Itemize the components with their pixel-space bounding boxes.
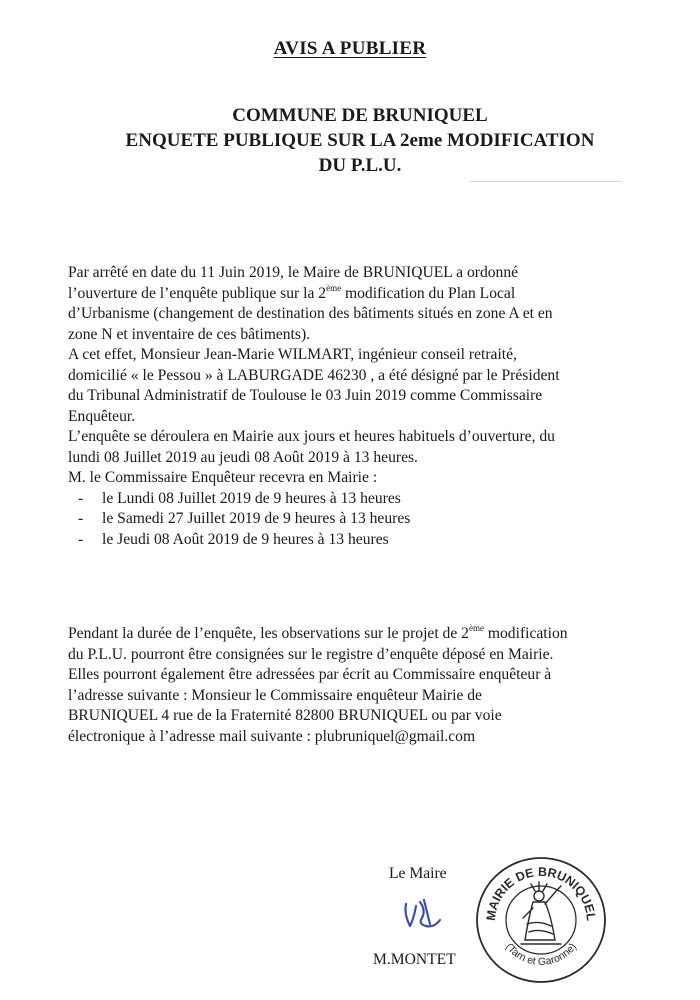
text-line: du Tribunal Administratif de Toulouse le 03 Juin 2019 comme Commissaire	[68, 387, 543, 404]
session-item: - le Samedi 27 Juillet 2019 de 9 heures à 13 heures	[68, 509, 668, 530]
text-line: L’enquête se déroulera en Mairie aux jours et heures habituels d’ouverture, du	[68, 428, 555, 445]
text-line: A cet effet, Monsieur Jean-Marie WILMART, ingénieur conseil retraité,	[68, 346, 517, 363]
text-line: Pendant la durée de l’enquête, les observations sur le projet de 2ème modification	[68, 623, 568, 642]
session-item: - le Jeudi 08 Août 2019 de 9 heures à 13 heures	[68, 530, 668, 551]
svg-text:(Tarn et Garonne): (Tarn et Garonne)	[502, 941, 580, 968]
faint-divider	[470, 181, 622, 182]
mayor-signature	[400, 896, 444, 934]
text-line: l’ouverture de l’enquête publique sur la 2ème modification du Plan Local	[68, 282, 516, 302]
title-line-plu: DU P.L.U.	[318, 155, 402, 176]
title-line-commune: COMMUNE DE BRUNIQUEL	[232, 105, 488, 126]
town-hall-seal-stamp	[473, 854, 609, 986]
title-line-enquete: ENQUETE PUBLIQUE SUR LA 2eme MODIFICATION	[125, 130, 595, 151]
signoff-title: Le Maire	[389, 865, 447, 882]
svg-text:MAIRIE DE BRUNIQUEL: MAIRIE DE BRUNIQUEL	[483, 864, 599, 922]
text-line: domicilié « le Pessou » à LABURGADE 46230 , a été désigné par le Président	[68, 366, 560, 384]
text-line: l’adresse suivante : Monsieur le Commissaire enquêteur Mairie de	[68, 686, 482, 704]
text-line: lundi 08 Juillet 2019 au jeudi 08 Août 2019 à 13 heures.	[68, 448, 418, 466]
notice-heading: AVIS A PUBLIER	[273, 38, 427, 59]
mayor-name: M.MONTET	[373, 951, 456, 968]
text-line: électronique à l’adresse mail suivante : plubruniquel@gmail.com	[68, 727, 476, 745]
text-line: du P.L.U. pourront être consignées sur le registre d’enquête déposé en Mairie.	[68, 645, 554, 663]
text-line: M. le Commissaire Enquêteur recevra en Mairie :	[68, 469, 378, 486]
observations-paragraph	[68, 624, 668, 747]
text-line: Elles pourront également être adressées par écrit au Commissaire enquêteur à	[68, 666, 552, 683]
notice-title	[40, 103, 680, 178]
text-line: Par arrêté en date du 11 Juin 2019, le Maire de BRUNIQUEL a ordonné	[68, 264, 519, 281]
session-list	[68, 489, 668, 551]
announcement-paragraph	[68, 263, 668, 550]
text-line: Enquêteur.	[68, 407, 136, 425]
text-line: BRUNIQUEL 4 rue de la Fraternité 82800 BRUNIQUEL ou par voie	[68, 707, 502, 724]
session-item: - le Lundi 08 Juillet 2019 de 9 heures à 13 heures	[68, 489, 668, 510]
text-line: d’Urbanisme (changement de destination des bâtiments situés en zone A et en	[68, 305, 553, 322]
text-line: zone N et inventaire de ces bâtiments).	[68, 325, 311, 343]
